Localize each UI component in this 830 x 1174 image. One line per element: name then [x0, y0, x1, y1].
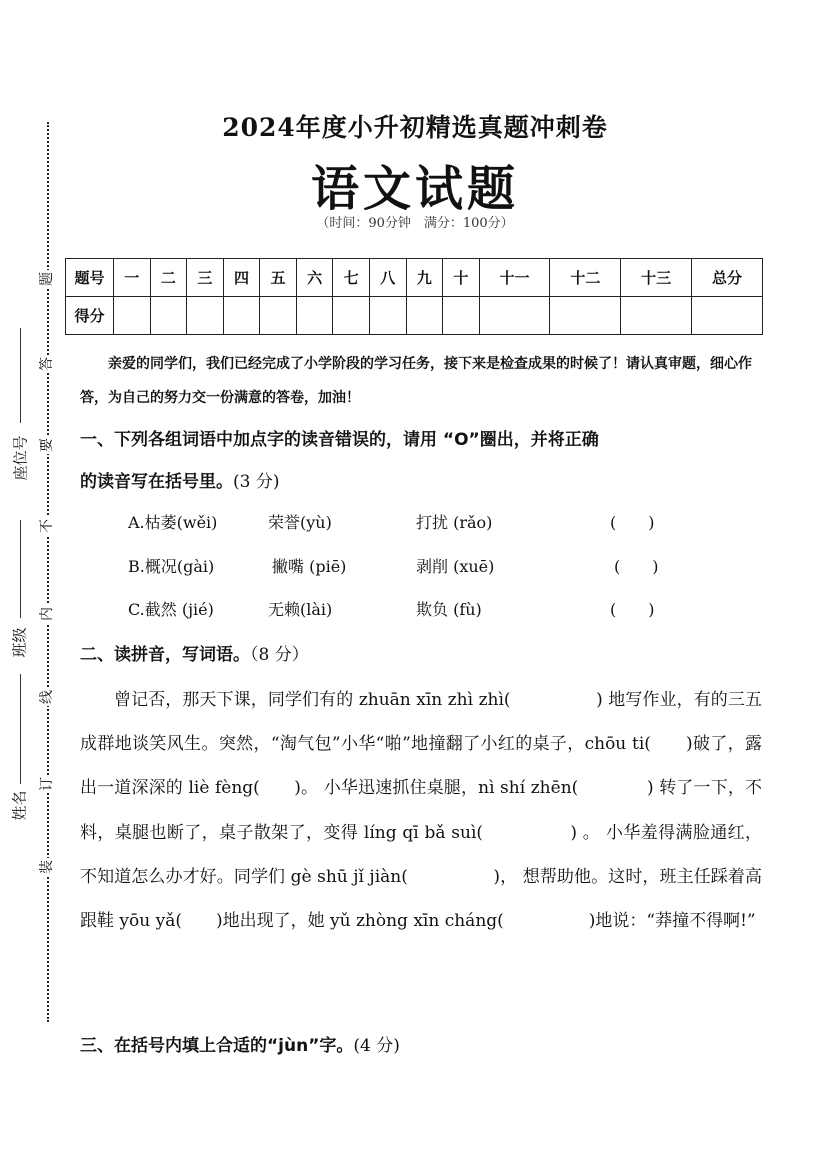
score-entry-cell[interactable]: [296, 297, 333, 335]
score-entry-cell[interactable]: [621, 297, 692, 335]
score-cell-header: 十三: [621, 259, 692, 297]
section1-option-a-word1: A.枯萎(wěi): [128, 513, 218, 532]
score-entry-cell[interactable]: [443, 297, 480, 335]
score-cell-header: 四: [223, 259, 260, 297]
score-cell-label: 题号: [66, 259, 114, 297]
seal-word-8: 装: [39, 860, 55, 874]
seal-word-3: 要: [39, 438, 55, 452]
score-entry-cell[interactable]: [223, 297, 260, 335]
seal-word-6: 线: [39, 690, 55, 704]
score-cell-total-header: 总分: [692, 259, 763, 297]
score-cell-header: 一: [114, 259, 151, 297]
score-cell-header: 二: [150, 259, 187, 297]
seal-word-2: 答: [39, 357, 55, 371]
class-write-line[interactable]: [20, 520, 21, 618]
section1-option-b-word1: B.概况(gài): [128, 557, 215, 576]
score-cell-header: 七: [333, 259, 370, 297]
section1-option-a-word2: 荣誉(yù): [268, 513, 332, 532]
exam-subtitle: 2024年度小升初精选真题冲刺卷: [222, 113, 608, 142]
score-entry-cell[interactable]: [114, 297, 151, 335]
binding-dotted-line: [47, 122, 49, 1022]
section1-option-b-answer-blank[interactable]: ( ): [614, 557, 659, 576]
name-write-line[interactable]: [20, 674, 21, 784]
score-cell-header: 十二: [550, 259, 621, 297]
score-table-header-row: [66, 259, 763, 297]
score-entry-cell[interactable]: [550, 297, 621, 335]
score-cell-header: 十: [443, 259, 480, 297]
section1-option-b-word2: 撇嘴 (piē): [272, 557, 347, 576]
intro-paragraph: 亲爱的同学们，我们已经完成了小学阶段的学习任务，接下来是检查成果的时候了！请认真审题，细心作答，为自己的努力交一份满意的答卷，加油！: [80, 356, 752, 406]
score-table: [65, 258, 763, 335]
section3-heading: [80, 1031, 400, 1056]
seat-label: 座位号: [11, 435, 30, 481]
score-cell-header: 三: [187, 259, 224, 297]
section1-option-a-word3: 打扰 (rǎo): [416, 513, 493, 532]
section1-points: (3 分): [233, 472, 280, 492]
section1-option-c-word1: C.截然 (jié): [128, 600, 214, 619]
section2-points: （8 分）: [250, 645, 309, 665]
score-cell-header: 九: [406, 259, 443, 297]
score-cell-header: 六: [296, 259, 333, 297]
seal-word-4: 不: [39, 519, 55, 533]
score-entry-cell[interactable]: [333, 297, 370, 335]
score-cell-header: 十一: [479, 259, 550, 297]
section2-passage: [80, 678, 762, 943]
section1-option-c-answer-blank[interactable]: ( ): [610, 600, 655, 619]
score-entry-cell[interactable]: [150, 297, 187, 335]
seal-word-7: 订: [39, 777, 55, 791]
score-row-label: 得分: [66, 297, 114, 335]
name-label: 姓名: [10, 790, 29, 821]
score-entry-cell-total[interactable]: [692, 297, 763, 335]
score-entry-cell[interactable]: [260, 297, 297, 335]
section1-option-c-word3: 欺负 (fù): [416, 600, 482, 619]
score-entry-cell[interactable]: [187, 297, 224, 335]
class-label: 班级: [10, 627, 29, 658]
section1-heading-line1: 一、下列各组词语中加点字的读音错误的，请用 “O”圈出，并将正确: [80, 430, 599, 450]
score-entry-cell[interactable]: [479, 297, 550, 335]
score-entry-cell[interactable]: [369, 297, 406, 335]
section3-points: (4 分): [353, 1036, 400, 1056]
section2-heading-text: 二、读拼音，写词语。: [80, 645, 250, 665]
section1-heading-text: 的读音写在括号里。: [80, 472, 233, 492]
score-entry-cell[interactable]: [406, 297, 443, 335]
seat-write-line[interactable]: [20, 328, 21, 423]
seal-word-1: 题: [39, 272, 55, 286]
section2-passage-text: 曾记否，那天下课，同学们有的 zhuān xīn zhì zhì( ) 地写作业，有的三五成群地谈笑风生。突然，“淘气包”小华“啪”地撞翻了小红的桌子，chōu ti( )破了，露出一道深深的 liè fèng( )。 小华迅速抓住桌腿，nì shí zhēn( ) 转了一下，不料，桌腿也断了，桌子散架了，变得 líng qī bǎ suì( ) 。 小华羞得满脸通红，不知道怎么办才好。同学们 gè shū jǐ jiàn( )， 想帮助他。这时，班主任踩着高跟鞋 yōu yǎ( )地出现了，她 yǔ zhòng xīn cháng( )地说：“莽撞不得啊!”: [80, 690, 762, 932]
score-cell-header: 八: [369, 259, 406, 297]
section1-heading-line2: [80, 467, 279, 492]
section2-heading: [80, 640, 309, 665]
section1-option-b-word3: 剥削 (xuē): [416, 557, 495, 576]
score-cell-header: 五: [260, 259, 297, 297]
section1-option-c-word2: 无赖(lài): [268, 600, 333, 619]
seal-word-5: 内: [39, 607, 55, 621]
exam-time-score: （时间：90分钟 满分：100分）: [316, 216, 514, 231]
score-table-score-row: [66, 297, 763, 335]
section1-option-a-answer-blank[interactable]: ( ): [610, 513, 655, 532]
section3-heading-text: 三、在括号内填上合适的“jùn”字。: [80, 1036, 354, 1056]
exam-title: 语文试题: [310, 161, 519, 217]
